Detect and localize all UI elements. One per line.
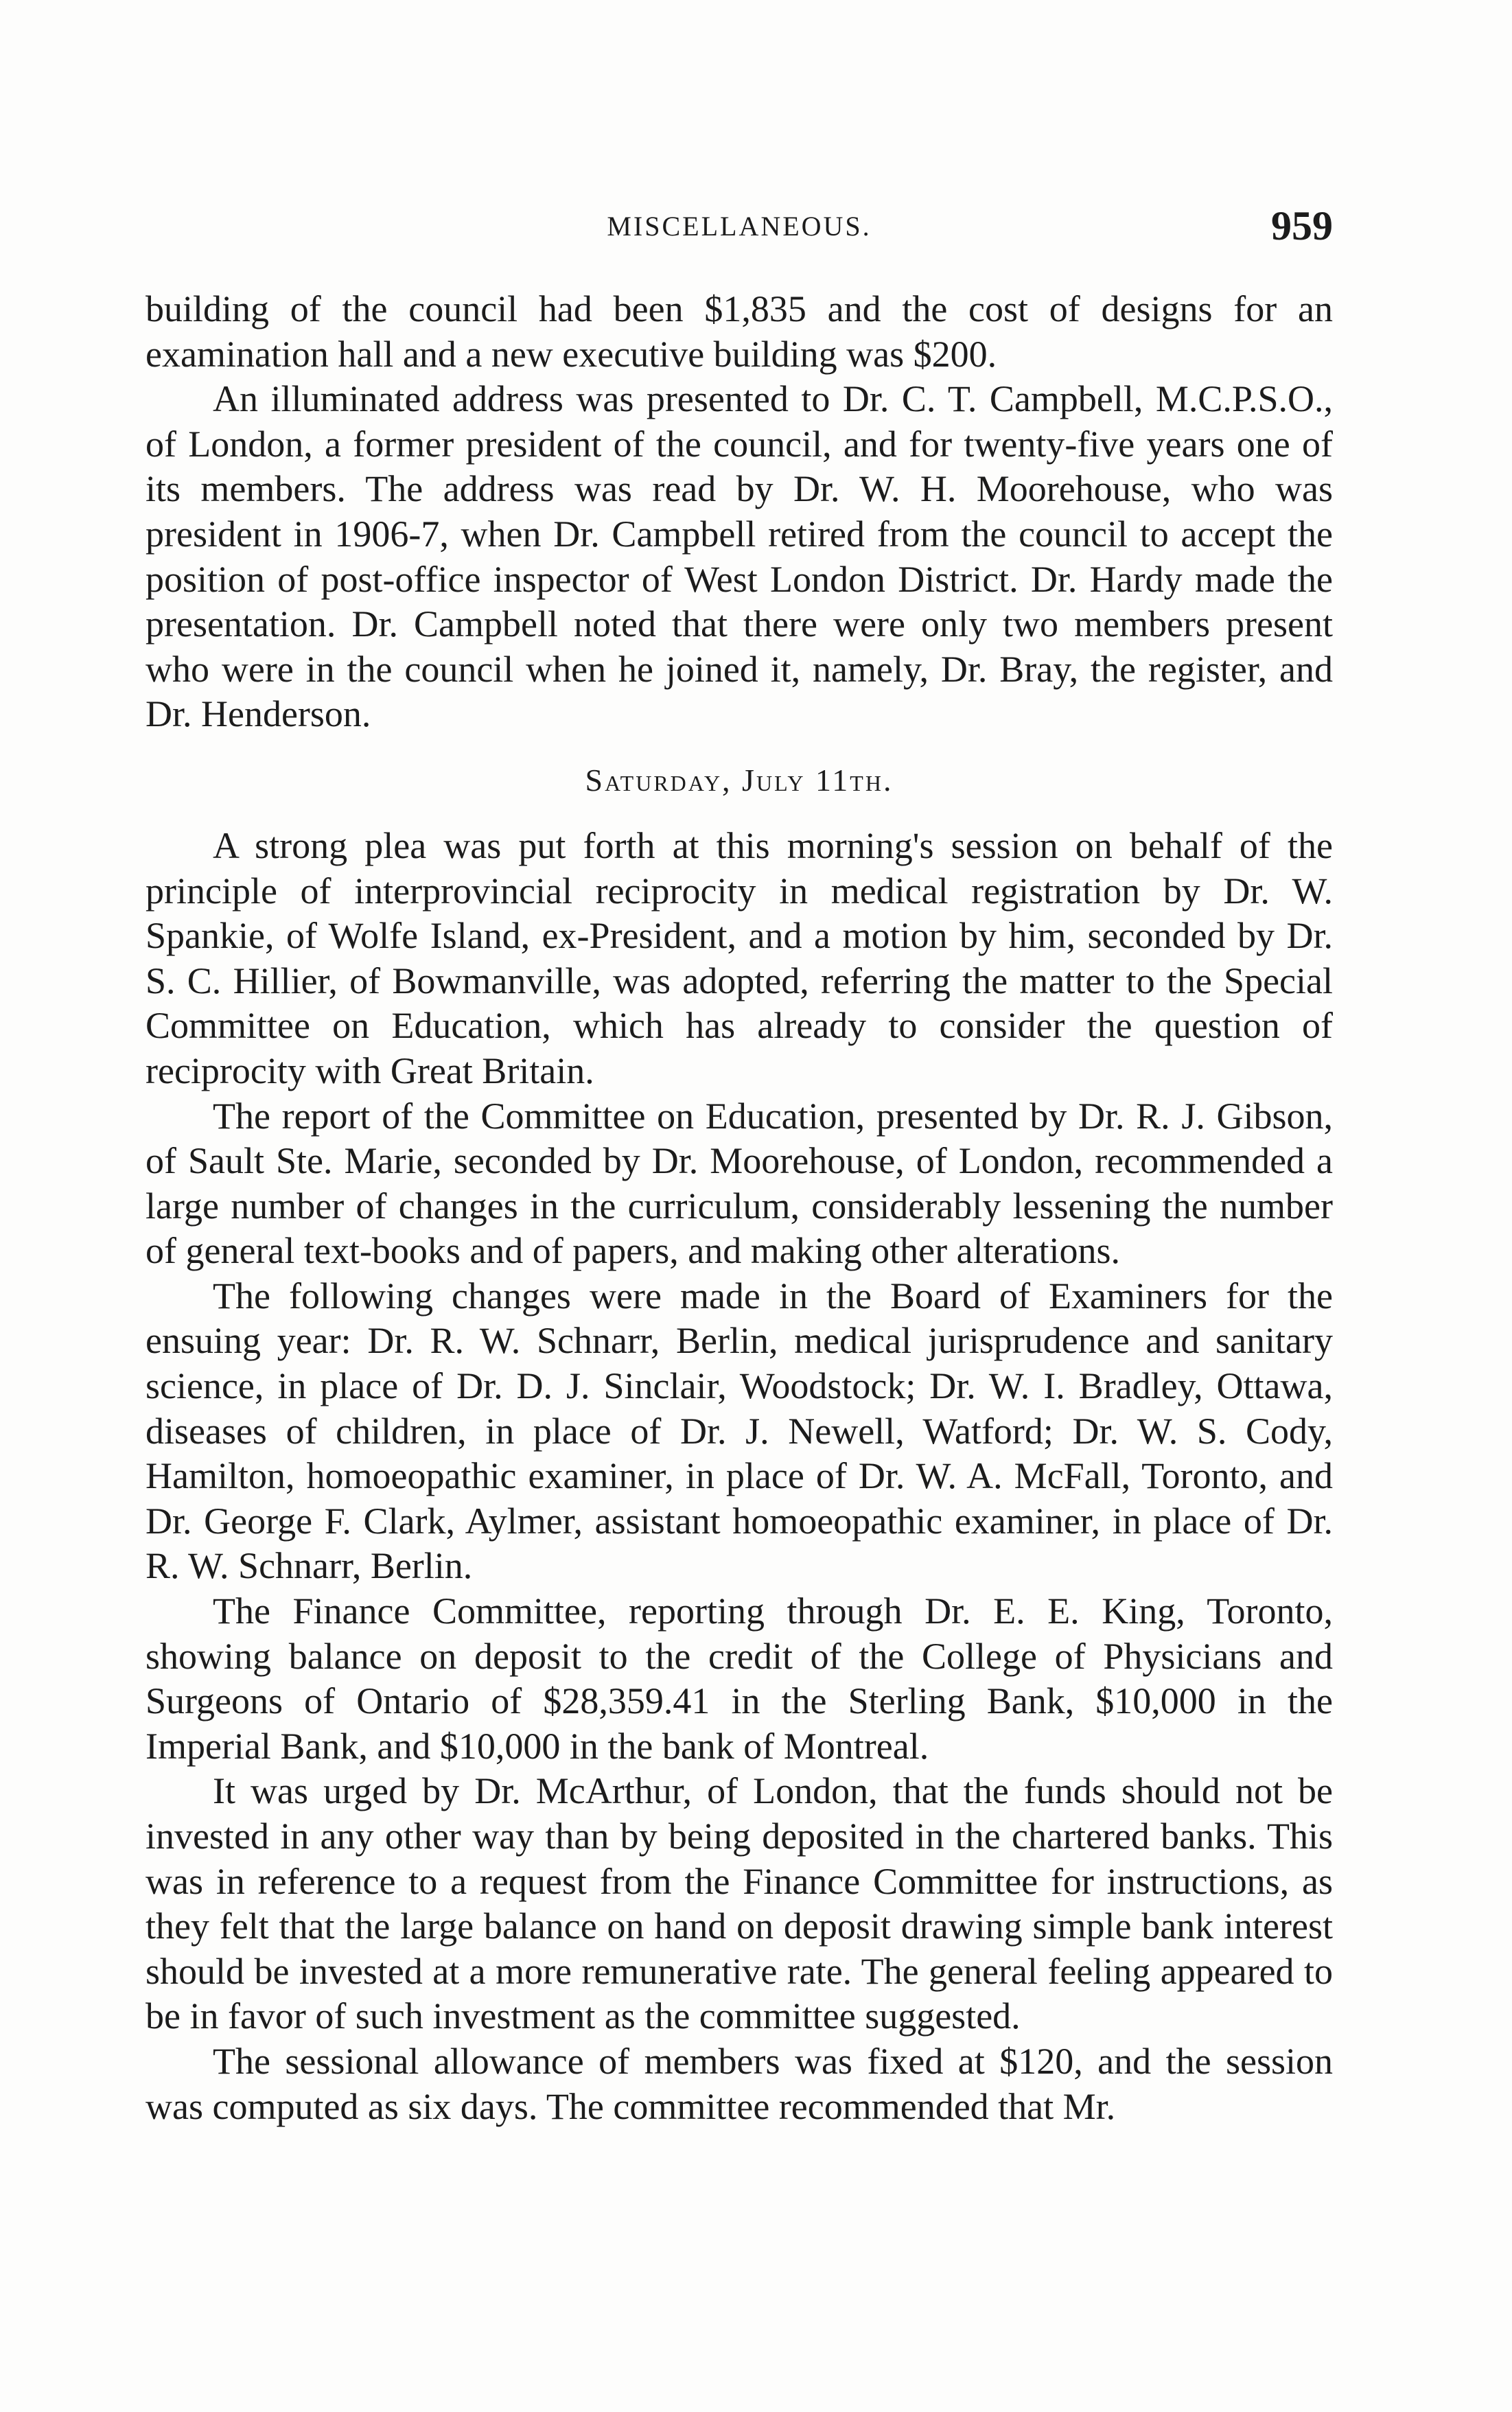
paragraph-reciprocity: A strong plea was put forth at this morning's session on behalf of the principle of interprovincial reciprocity in medical registration by Dr. W. Spankie, of Wolfe Island, ex-President, and a motion by him, seconded by Dr. S. C. Hillier, of Bowmanville, was adopted, referring the matter to the Special Committee on Education, which has already to consider the question of reciprocity with Great Britain.	[146, 824, 1333, 1091]
paragraph-education-report: The report of the Committee on Education, presented by Dr. R. J. Gibson, of Sault Ste. Marie, seconded by Dr. Moorehouse, of London, recommended a large number of changes in the curriculum, considerably lessening the number of general text-books and of papers, and making other alterations.	[146, 1095, 1333, 1272]
paragraph-board-of-examiners: The following changes were made in the Board of Examiners for the ensuing year: Dr. R. W. Schnarr, Berlin, medical jurisprudence and sanitary science, in place of Dr. D. J. Sinclair, Woodstock; Dr. W. I. Bradley, Ottawa, diseases of children, in place of Dr. J. Newell, Watford; Dr. W. S. Cody, Hamilton, homoeopathic examiner, in place of Dr. W. A. McFall, Toronto, and Dr. George F. Clark, Aylmer, assistant homoeopathic examiner, in place of Dr. R. W. Schnarr, Berlin.	[146, 1275, 1333, 1587]
paragraph-finance-committee: The Finance Committee, reporting through Dr. E. E. King, Toronto, showing balance on deposit to the credit of the College of Physicians and Surgeons of Ontario of $28,359.41 in the Sterling Bank, $10,000 in the Imperial Bank, and $10,000 in the bank of Montreal.	[146, 1590, 1333, 1767]
page-number: 959	[1271, 203, 1333, 248]
body-text	[146, 287, 1333, 2129]
paragraph-illuminated-address: An illuminated address was presented to Dr. C. T. Campbell, M.C.P.S.O., of London, a former president of the council, and for twenty-five years one of its members. The address was read by Dr. W. H. Moorehouse, who was president in 1906-7, when Dr. Campbell retired from the council to accept the position of post-office inspector of West London District. Dr. Hardy made the presentation. Dr. Campbell noted that there were only two members present who were in the council when he joined it, namely, Dr. Bray, the register, and Dr. Henderson.	[146, 378, 1333, 735]
section-heading: Saturday, July 11th.	[585, 762, 894, 798]
running-title: MISCELLANEOUS.	[607, 211, 872, 242]
running-header	[146, 203, 1333, 254]
paragraph-investment: It was urged by Dr. McArthur, of London, that the funds should not be invested in any other way than by being deposited in the chartered banks. This was in reference to a request from the Finance Committee for instructions, as they felt that the large balance on hand on deposit drawing simple bank interest should be invested at a more remunerative rate. The general feeling appeared to be in favor of such investment as the committee suggested.	[146, 1770, 1333, 2037]
paragraph-continued: building of the council had been $1,835 and the cost of designs for an examination hall and a new executive building was $200.	[146, 288, 1333, 375]
paragraph-sessional-allowance: The sessional allowance of members was fixed at $120, and the session was computed as six days. The committee recommended that Mr.	[146, 2040, 1333, 2127]
